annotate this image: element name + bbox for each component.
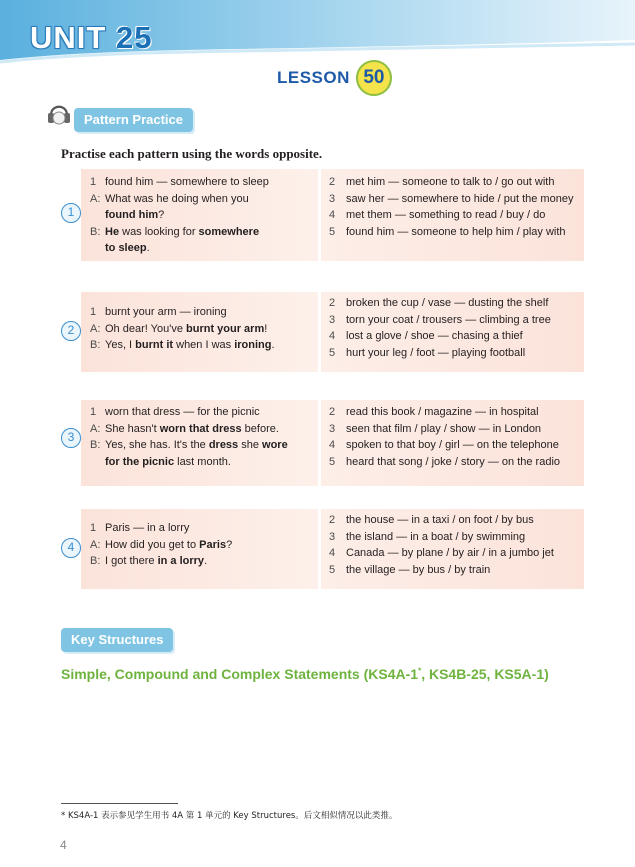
substitution-number: 4 — [329, 330, 336, 342]
key-phrase: somewhere — [198, 225, 260, 238]
unit-title — [30, 20, 152, 56]
pattern-line — [105, 339, 275, 351]
key-phrase: He — [105, 225, 120, 238]
pattern-line — [105, 242, 150, 254]
line-prefix: 1 — [90, 522, 97, 534]
substitution-item: read this book / magazine — in hospital — [346, 406, 539, 418]
phrase: was looking for — [119, 225, 199, 238]
substitution-item: found him — someone to help him / play with — [346, 225, 566, 238]
substitution-number: 3 — [329, 313, 336, 326]
substitution-number: 4 — [329, 439, 336, 451]
pattern-line — [105, 456, 231, 468]
substitution-item: the island — in a boat / by swimming — [346, 530, 526, 543]
exercise-block-2 — [81, 292, 584, 372]
key-phrase: ironing — [234, 339, 272, 351]
phrase: Oh dear! You've — [105, 322, 186, 335]
substitution-item: Canada — by plane / by air / in a jumbo jet — [346, 547, 554, 559]
exercise-block-1 — [81, 169, 584, 261]
ks-title-main: Simple, Compound and Complex Statements (KS4A-1 — [61, 666, 419, 682]
phrase: ! — [264, 322, 268, 335]
footnote-text: KS4A-1 表示参见学生用书 4A 第 1 单元的 Key Structures。后文相似情况以此类推。 — [67, 811, 398, 821]
lesson-word: LESSON — [277, 68, 350, 87]
line-prefix: A: — [90, 192, 101, 205]
substitution-number: 5 — [329, 225, 336, 238]
line-prefix: A: — [90, 422, 101, 435]
phrase: Yes, I — [105, 339, 136, 351]
exercise-number-4: 4 — [61, 538, 81, 558]
pattern-line — [105, 406, 260, 418]
substitution-number: 2 — [329, 297, 336, 309]
ks-title-sup: * — [418, 666, 422, 676]
phrase: worn that dress — for the picnic — [105, 406, 260, 418]
substitution-number: 5 — [329, 455, 336, 468]
pattern-line — [105, 423, 279, 435]
pattern-line — [105, 176, 269, 188]
substitution-item: the village — by bus / by train — [346, 563, 491, 576]
line-prefix: A: — [90, 322, 101, 335]
substitution-number: 3 — [329, 530, 336, 543]
line-prefix: 1 — [90, 306, 97, 318]
substitution-number: 2 — [329, 176, 336, 188]
pattern-instruction: Practise each pattern using the words opposite. — [61, 146, 323, 161]
key-structures-heading: Key Structures — [61, 628, 173, 652]
substitution-number: 3 — [329, 422, 336, 435]
phrase: before. — [241, 422, 279, 435]
phrase: Yes, she has. It's the — [105, 439, 209, 451]
substitution-number: 2 — [329, 406, 336, 418]
phrase: I got there — [105, 555, 158, 567]
phrase: found him — somewhere to sleep — [105, 176, 269, 188]
page-number: 4 — [60, 838, 67, 852]
phrase: ? — [226, 538, 233, 551]
unit-word: UNIT — [30, 20, 107, 55]
key-phrase: in a lorry — [157, 555, 205, 567]
line-prefix: B: — [90, 339, 101, 351]
substitution-item: saw her — somewhere to hide / put the money — [346, 192, 574, 205]
pattern-line — [105, 539, 232, 551]
exercise-number-2: 2 — [61, 321, 81, 341]
phrase: when I was — [173, 339, 235, 351]
exercise-number-3: 3 — [61, 428, 81, 448]
phrase: last month. — [174, 455, 231, 468]
substitution-item: met them — something to read / buy / do — [346, 209, 546, 221]
substitution-item: heard that song / joke / story — on the radio — [346, 455, 561, 468]
substitution-number: 5 — [329, 563, 336, 576]
key-phrase: for the picnic — [105, 455, 175, 468]
phrase: She hasn't — [105, 422, 160, 435]
key-phrase: found him — [105, 209, 159, 221]
line-prefix: B: — [90, 225, 101, 238]
lesson-label — [277, 60, 392, 96]
substitution-item: hurt your leg / foot — playing football — [346, 346, 526, 359]
exercise-block-4 — [81, 509, 584, 589]
exercise-block-3 — [81, 400, 584, 486]
substitution-item: torn your coat / trousers — climbing a tree — [346, 313, 551, 326]
substitution-item: met him — someone to talk to / go out with — [346, 176, 555, 188]
key-phrase: burnt your arm — [186, 322, 265, 335]
pattern-line — [105, 439, 288, 451]
substitution-item: broken the cup / vase — dusting the shelf — [346, 297, 549, 309]
key-phrase: Paris — [199, 538, 227, 551]
key-phrase: dress — [208, 439, 239, 451]
key-phrase: to sleep — [105, 242, 147, 254]
pattern-line — [105, 193, 249, 205]
unit-number: 25 — [115, 20, 153, 55]
exercise-number-1: 1 — [61, 203, 81, 223]
pattern-practice-heading: Pattern Practice — [74, 108, 193, 132]
footnote — [61, 809, 397, 821]
pattern-line — [105, 226, 259, 238]
phrase: ? — [158, 209, 165, 221]
phrase: . — [146, 242, 150, 254]
phrase: burnt your arm — ironing — [105, 306, 227, 318]
substitution-item: seen that film / play / show — in London — [346, 422, 542, 435]
phrase: How did you get to — [105, 538, 200, 551]
substitution-number: 2 — [329, 514, 336, 526]
footnote-rule — [61, 803, 178, 804]
footnote-marker: * — [61, 811, 66, 821]
substitution-item: the house — in a taxi / on foot / by bus — [346, 514, 534, 526]
key-phrase: burnt it — [135, 339, 174, 351]
substitution-number: 4 — [329, 209, 336, 221]
pattern-line — [105, 323, 267, 335]
phrase: she — [238, 439, 263, 451]
phrase: What was he doing when you — [105, 192, 249, 205]
key-structures-title — [61, 666, 549, 682]
phrase: . — [204, 555, 208, 567]
substitution-item: lost a glove / shoe — chasing a thief — [346, 330, 523, 342]
substitution-number: 3 — [329, 192, 336, 205]
key-phrase: wore — [262, 439, 288, 451]
ks-title-rest: , KS4B-25, KS5A-1) — [421, 666, 549, 682]
lesson-number: 50 — [356, 60, 392, 96]
pattern-line — [105, 306, 227, 318]
substitution-number: 5 — [329, 346, 336, 359]
phrase: Paris — in a lorry — [105, 522, 190, 534]
line-prefix: 1 — [90, 406, 97, 418]
phrase: . — [271, 339, 275, 351]
substitution-number: 4 — [329, 547, 336, 559]
line-prefix: B: — [90, 555, 101, 567]
key-phrase: worn that dress — [159, 422, 242, 435]
headphones-icon — [46, 98, 72, 128]
substitution-item: spoken to that boy / girl — on the telephone — [346, 439, 559, 451]
line-prefix: 1 — [90, 176, 97, 188]
line-prefix: B: — [90, 439, 101, 451]
pattern-line — [105, 522, 189, 534]
line-prefix: A: — [90, 538, 101, 551]
pattern-line — [105, 555, 207, 567]
pattern-line — [105, 209, 164, 221]
